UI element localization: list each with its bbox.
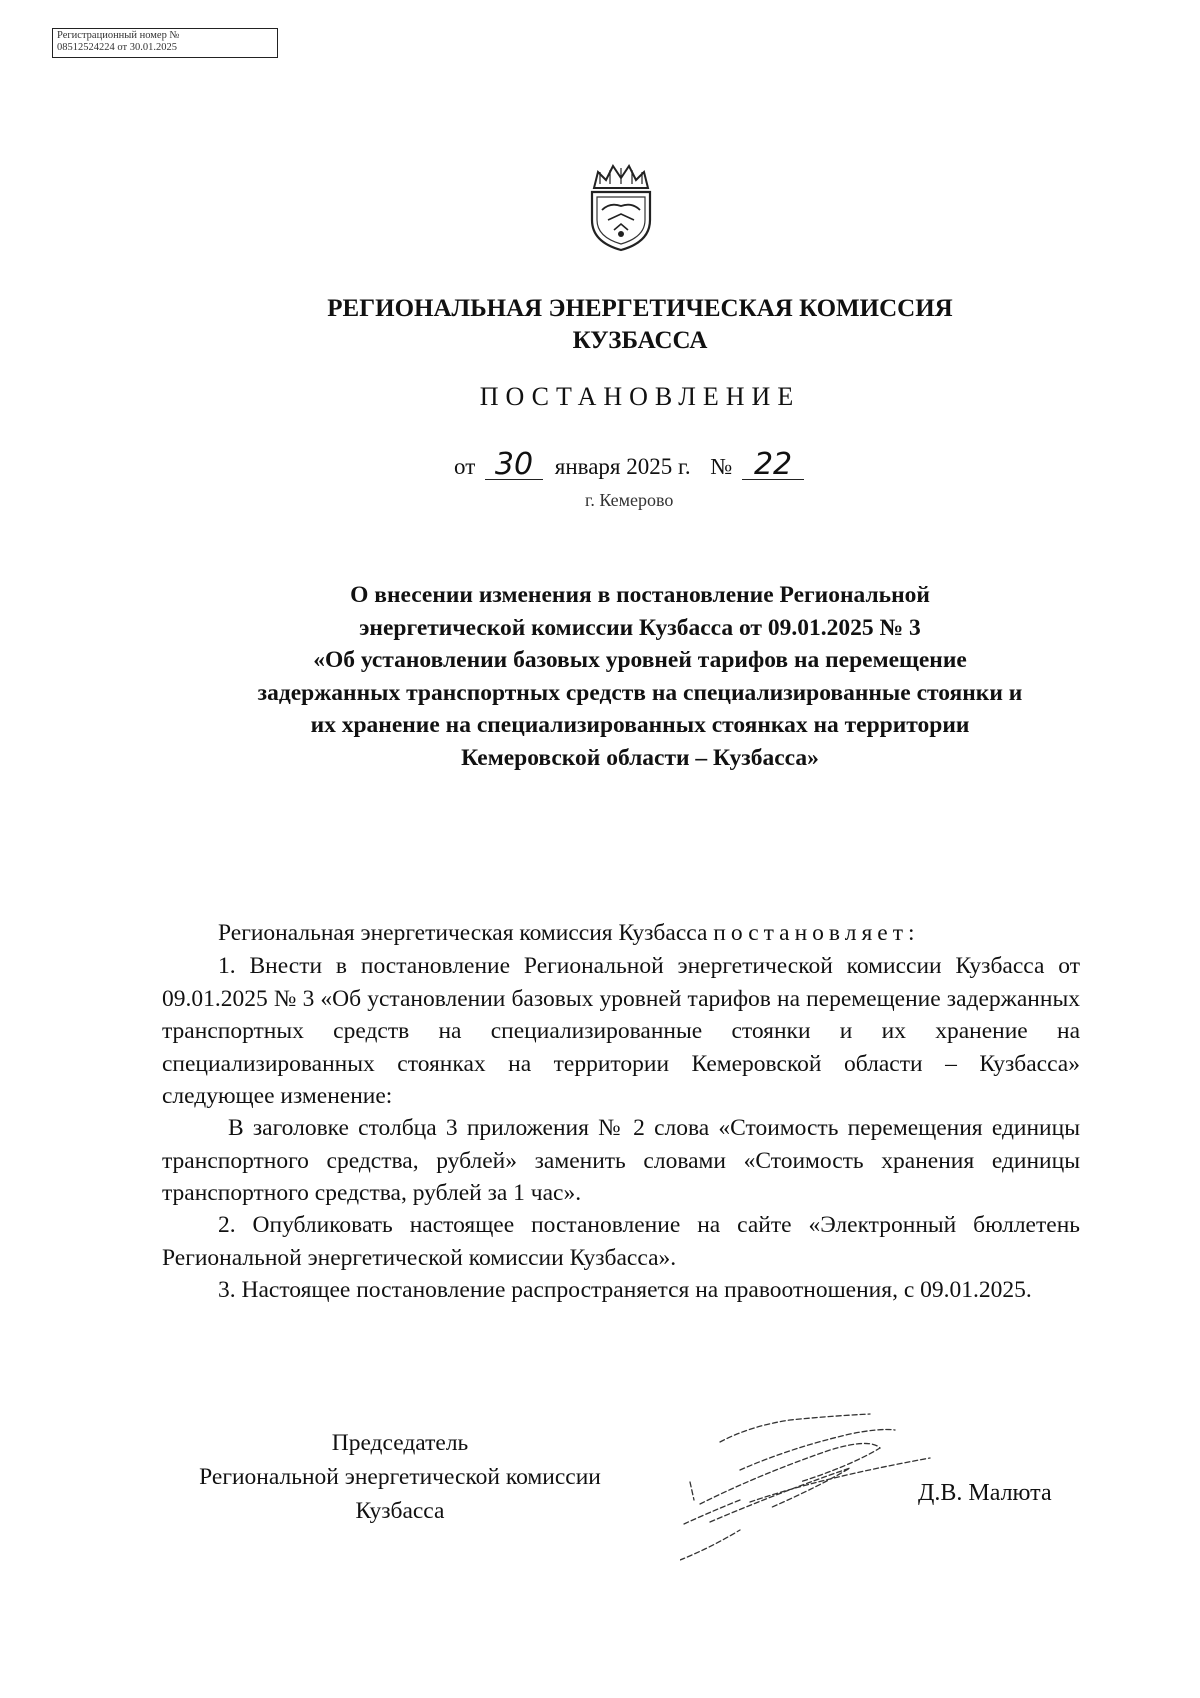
signatory-title [160, 1426, 640, 1528]
paragraph-item-1-change: В заголовке столбца 3 приложения № 2 слова «Стоимость перемещения единицы транспортного средства, рублей» заменить словами «Стоимость хранения единицы транспортного средства, рублей за 1 час». [162, 1115, 1080, 1206]
date-month-year: января 2025 г. [554, 454, 691, 479]
title-line: задержанных транспортных средств на специализированные стоянки и [257, 679, 1023, 706]
document-title [150, 579, 1130, 774]
registration-stamp [52, 28, 278, 58]
handwritten-day: 30 [485, 451, 543, 480]
date-prefix: от [454, 454, 476, 479]
title-line: О внесении изменения в постановление Региональной [350, 582, 930, 608]
paragraph-item-1: 1. Внести в постановление Региональной энергетической комиссии Кузбасса от 09.01.2025 № 3 «Об установлении базовых уровней тарифов на перемещение задержанных транспортных средств на специализированные стоянки и их хранение на специализированных стоянках на территории Кемеровской области – Кузбасса» следующее изменение: [162, 953, 1080, 1109]
signatory-title-line: Председатель [331, 1430, 469, 1456]
title-line: «Об установлении базовых уровней тарифов на перемещение [313, 647, 967, 673]
resolution-lead [162, 917, 1080, 950]
document-date-line [454, 447, 804, 482]
signatory-title-line: Региональной энергетической комиссии [199, 1464, 601, 1490]
paragraph-item-3: 3. Настоящее постановление распространяется на правоотношения, с 09.01.2025. [218, 1277, 1032, 1303]
paragraph-item-2: 2. Опубликовать настоящее постановление на сайте «Электронный бюллетень Региональной энергетической комиссии Кузбасса». [162, 1212, 1080, 1271]
organization-name: РЕГИОНАЛЬНАЯ ЭНЕРГЕТИЧЕСКАЯ КОМИССИЯ [327, 295, 953, 322]
lead-text: Региональная энергетическая комиссия Кузбасса [218, 920, 708, 946]
registration-number: 08512524224 от 30.01.2025 [57, 42, 177, 53]
signatory-title-line: Кузбасса [355, 1498, 445, 1524]
city: г. Кемерово [585, 490, 674, 510]
document-type: ПОСТАНОВЛЕНИЕ [479, 382, 801, 411]
title-line: Кемеровской области – Кузбасса» [461, 744, 819, 771]
title-line: энергетической комиссии Кузбасса от 09.01.2025 № 3 [359, 614, 921, 641]
handwritten-number: 22 [742, 451, 804, 480]
registration-label: Регистрационный номер № [57, 30, 180, 41]
organization-name-line2: КУЗБАССА [572, 327, 708, 354]
lead-verb: постановляет: [713, 920, 920, 946]
signer-name: Д.В. Малюта [918, 1480, 1052, 1506]
coat-of-arms-icon [580, 158, 662, 254]
title-line: их хранение на специализированных стоянках на территории [310, 712, 970, 738]
number-label: № [710, 454, 733, 479]
